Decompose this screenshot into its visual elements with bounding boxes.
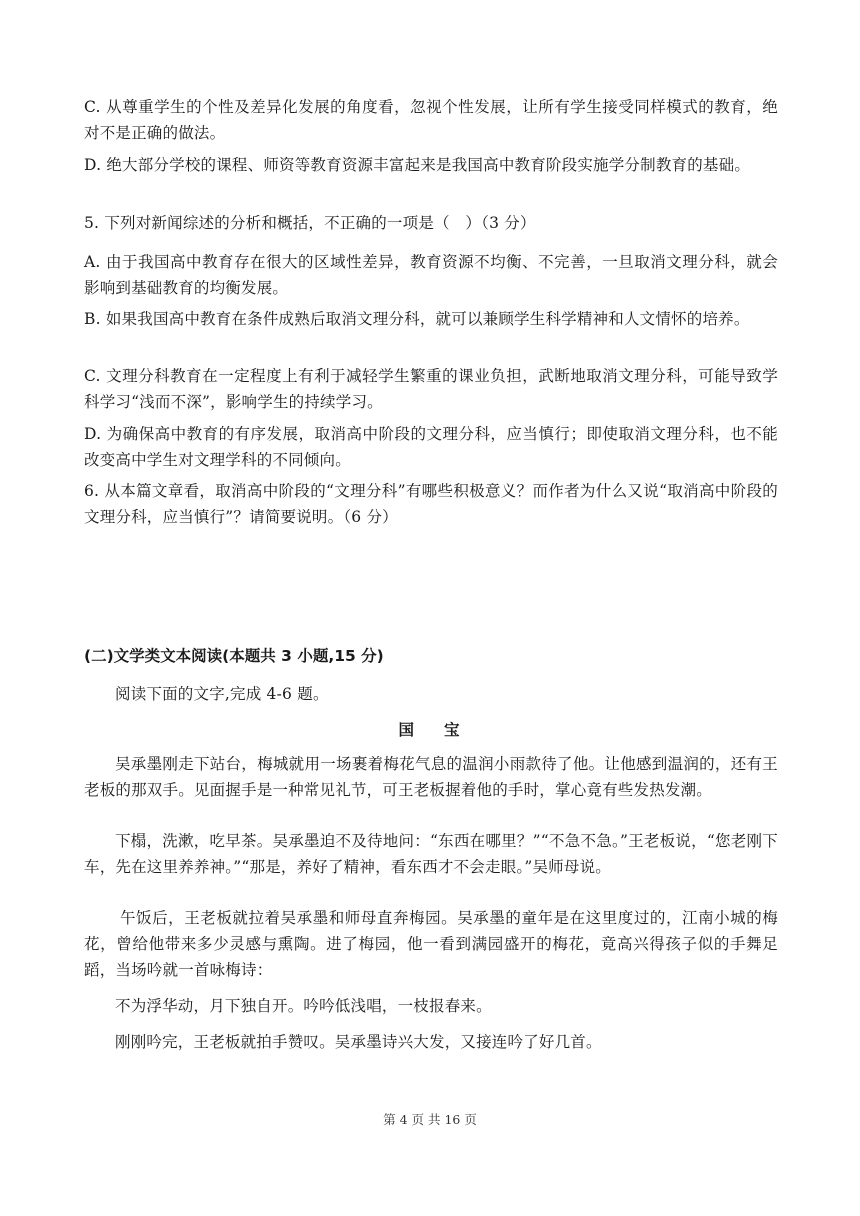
q5-stem: 5. 下列对新闻综述的分析和概括，不正确的一项是（ ）（3 分） [84, 214, 536, 232]
story-paragraph: 午饭后，王老板就拉着吴承墨和师母直奔梅园。吴承墨的童年是在这里度过的，江南小城的梅花，曾给他带来多少灵感与熏陶。进了梅园，他一看到满园盛开的梅花，竟高兴得孩子似的手舞足蹈，当场吟就一首咏梅诗： [84, 909, 778, 979]
q5-option-d: D. 为确保高中教育的有序发展，取消高中阶段的文理分科，应当慎行；即使取消文理分科，也不能改变高中学生对文理学科的不同倾向。 [84, 425, 778, 469]
q4-option-d: D. 绝大部分学校的课程、师资等教育资源丰富起来是我国高中教育阶段实施学分制教育的基础。 [84, 156, 751, 174]
story-title: 国宝 [398, 721, 490, 739]
q5-option-a: A. 由于我国高中教育存在很大的区域性差异，教育资源不均衡、不完善，一旦取消文理分科，就会影响到基础教育的均衡发展。 [84, 253, 778, 297]
section-heading: (二)文学类文本阅读(本题共 3 小题,15 分) [84, 647, 384, 665]
reading-instruction: 阅读下面的文字,完成 4-6 题。 [115, 685, 329, 703]
story-paragraph: 吴承墨刚走下站台，梅城就用一场裹着梅花气息的温润小雨款待了他。让他感到温润的，还有王老板的那双手。见面握手是一种常见礼节，可王老板握着他的手时，掌心竟有些发热发潮。 [84, 755, 778, 799]
story-paragraph: 下榻，洗漱，吃早茶。吴承墨迫不及待地问：“东西在哪里？”“不急不急。”王老板说，“您老刚下车，先在这里养养神。”“那是，养好了精神，看东西才不会走眼。”吴师母说。 [84, 832, 778, 876]
page-footer: 第 4 页 共 16 页 [383, 1112, 477, 1127]
q5-option-c: C. 文理分科教育在一定程度上有利于减轻学生繁重的课业负担，武断地取消文理分科，可能导致学科学习“浅而不深”，影响学生的持续学习。 [84, 367, 778, 411]
poem-line: 不为浮华动，月下独自开。吟吟低浅唱，一枝报春来。 [115, 997, 492, 1015]
q5-option-b: B. 如果我国高中教育在条件成熟后取消文理分科，就可以兼顾学生科学精神和人文情怀的培养。 [84, 310, 750, 328]
q4-option-c: C. 从尊重学生的个性及差异化发展的角度看，忽视个性发展，让所有学生接受同样模式的教育，绝对不是正确的做法。 [84, 98, 778, 142]
q6-stem: 6. 从本篇文章看，取消高中阶段的“文理分科”有哪些积极意义？而作者为什么又说“取消高中阶段的文理分科，应当慎行”？请简要说明。（6 分） [84, 482, 778, 526]
story-paragraph: 刚刚吟完，王老板就拍手赞叹。吴承墨诗兴大发，又接连吟了好几首。 [115, 1033, 602, 1051]
